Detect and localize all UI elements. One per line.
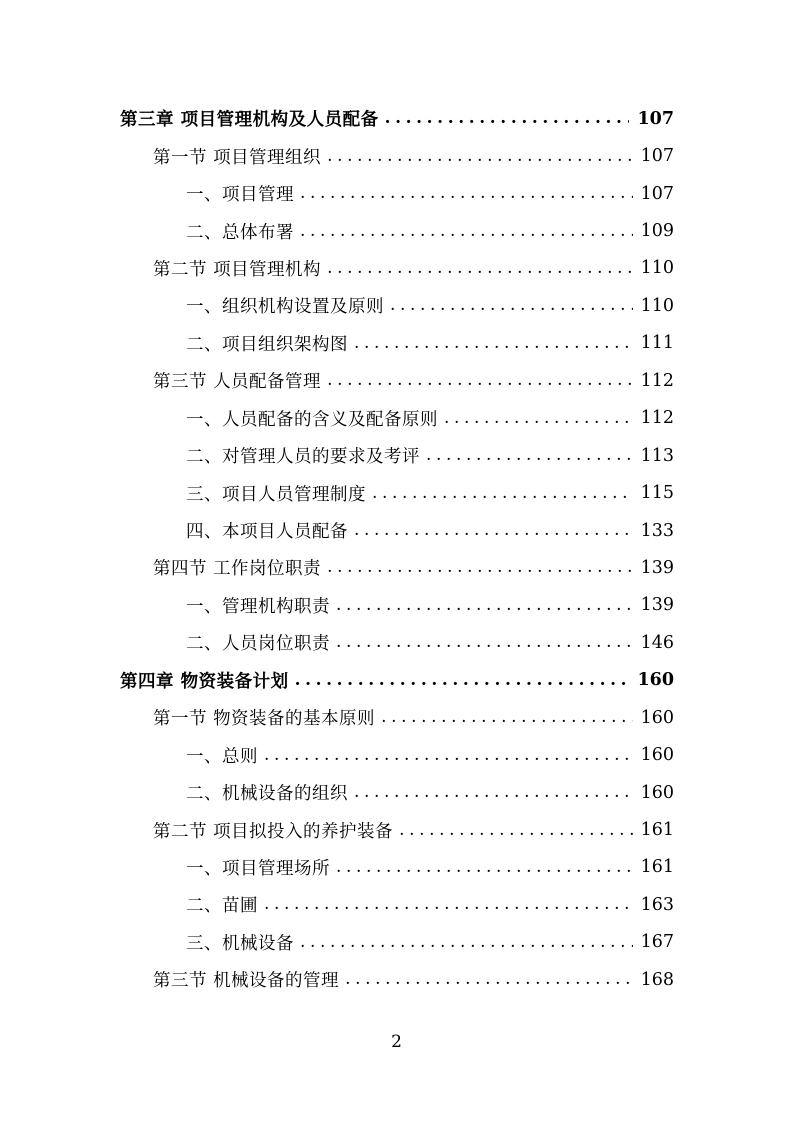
toc-entry-title: 二、苗圃 <box>186 896 258 917</box>
toc-entry-page-number: 115 <box>640 483 674 504</box>
toc-dot-leader <box>372 485 633 502</box>
toc-entry-title: 第二节 项目管理机构 <box>153 259 322 280</box>
toc-entry-title: 一、组织机构设置及原则 <box>186 297 384 318</box>
toc-subsection-entry[interactable] <box>0 325 793 362</box>
toc-entry-page-number: 139 <box>640 595 674 616</box>
toc-dot-leader <box>327 148 633 165</box>
toc-entry-page-number: 160 <box>640 707 674 728</box>
toc-subsection-entry[interactable] <box>0 474 793 511</box>
toc-subsection-entry[interactable] <box>0 512 793 549</box>
toc-section-entry[interactable] <box>0 699 793 736</box>
toc-dot-leader <box>390 297 633 314</box>
toc-entry-page-number: 167 <box>640 932 674 953</box>
toc-dot-leader <box>354 335 633 352</box>
toc-dot-leader <box>399 822 633 839</box>
toc-dot-leader <box>327 559 633 576</box>
toc-dot-leader <box>426 447 633 464</box>
toc-entry-title: 二、人员岗位职责 <box>186 634 330 655</box>
toc-subsection-entry[interactable] <box>0 400 793 437</box>
toc-entry-title: 一、项目管理场所 <box>186 858 330 879</box>
toc-entry-page-number: 107 <box>640 146 674 167</box>
toc-entry-title: 第二节 项目拟投入的养护装备 <box>153 821 394 842</box>
toc-dot-leader <box>327 260 633 277</box>
toc-section-entry[interactable] <box>0 137 793 174</box>
page-number: 2 <box>391 1032 402 1052</box>
toc-dot-leader <box>354 522 633 539</box>
toc-entry-page-number: 160 <box>640 782 674 803</box>
toc-entry-title: 第三节 机械设备的管理 <box>153 971 340 992</box>
toc-entry-page-number: 133 <box>640 520 674 541</box>
toc-chapter-entry[interactable] <box>0 100 793 137</box>
toc-entry-page-number: 146 <box>640 632 674 653</box>
toc-subsection-entry[interactable] <box>0 736 793 773</box>
toc-subsection-entry[interactable] <box>0 587 793 624</box>
toc-entry-page-number: 168 <box>640 969 674 990</box>
toc-dot-leader <box>336 597 633 614</box>
toc-dot-leader <box>300 185 633 202</box>
toc-entry-page-number: 161 <box>640 857 674 878</box>
toc-entry-page-number: 107 <box>637 108 674 129</box>
toc-dot-leader <box>354 784 633 801</box>
toc-entry-page-number: 107 <box>640 183 674 204</box>
toc-entry-title: 二、项目组织架构图 <box>186 334 348 355</box>
toc-entry-page-number: 112 <box>640 370 674 391</box>
toc-entry-title: 一、项目管理 <box>186 185 294 206</box>
toc-entry-title: 四、本项目人员配备 <box>186 522 348 543</box>
toc-subsection-entry[interactable] <box>0 175 793 212</box>
toc-section-entry[interactable] <box>0 811 793 848</box>
toc-entry-title: 第一节 项目管理组织 <box>153 147 322 168</box>
toc-dot-leader <box>300 934 633 951</box>
toc-entry-page-number: 111 <box>640 333 674 354</box>
toc-dot-leader <box>264 747 633 764</box>
toc-entry-page-number: 109 <box>640 221 674 242</box>
toc-entry-title: 一、管理机构职责 <box>186 596 330 617</box>
toc-subsection-entry[interactable] <box>0 287 793 324</box>
toc-entry-title: 第一节 物资装备的基本原则 <box>153 709 376 730</box>
toc-entry-title: 二、机械设备的组织 <box>186 784 348 805</box>
toc-dot-leader <box>345 971 633 988</box>
toc-entry-title: 一、人员配备的含义及配备原则 <box>186 409 438 430</box>
toc-dot-leader <box>336 634 633 651</box>
toc-subsection-entry[interactable] <box>0 624 793 661</box>
toc-dot-leader <box>444 410 633 427</box>
toc-dot-leader <box>336 859 633 876</box>
toc-entry-title: 二、对管理人员的要求及考评 <box>186 447 420 468</box>
toc-subsection-entry[interactable] <box>0 437 793 474</box>
toc-subsection-entry[interactable] <box>0 886 793 923</box>
toc-entry-page-number: 139 <box>640 557 674 578</box>
toc-dot-leader <box>295 672 630 689</box>
toc-dot-leader <box>300 223 633 240</box>
toc-chapter-entry[interactable] <box>0 662 793 699</box>
toc-dot-leader <box>385 110 630 127</box>
toc-dot-leader <box>264 896 633 913</box>
toc-entry-page-number: 163 <box>640 894 674 915</box>
toc-entry-title: 一、总则 <box>186 746 258 767</box>
toc-entry-page-number: 160 <box>640 745 674 766</box>
toc-entry-page-number: 112 <box>640 408 674 429</box>
toc-entry-page-number: 110 <box>640 258 674 279</box>
toc-entry-page-number: 161 <box>640 820 674 841</box>
toc-section-entry[interactable] <box>0 961 793 998</box>
toc-subsection-entry[interactable] <box>0 212 793 249</box>
toc-entry-title: 第四章 物资装备计划 <box>120 671 289 692</box>
toc-entry-page-number: 113 <box>640 445 674 466</box>
toc-entry-title: 三、项目人员管理制度 <box>186 484 366 505</box>
toc-entry-title: 第三节 人员配备管理 <box>153 372 322 393</box>
toc-entry-page-number: 160 <box>637 670 674 691</box>
toc-dot-leader <box>327 372 633 389</box>
toc-subsection-entry[interactable] <box>0 849 793 886</box>
toc-entry-page-number: 110 <box>640 295 674 316</box>
toc-section-entry[interactable] <box>0 549 793 586</box>
toc-entry-title: 第四节 工作岗位职责 <box>153 559 322 580</box>
toc-subsection-entry[interactable] <box>0 774 793 811</box>
toc-dot-leader <box>381 709 633 726</box>
toc-entry-title: 三、机械设备 <box>186 933 294 954</box>
toc-section-entry[interactable] <box>0 250 793 287</box>
toc-entry-title: 第三章 项目管理机构及人员配备 <box>120 110 379 131</box>
table-of-contents <box>0 100 793 999</box>
toc-section-entry[interactable] <box>0 362 793 399</box>
toc-subsection-entry[interactable] <box>0 924 793 961</box>
toc-entry-title: 二、总体布署 <box>186 222 294 243</box>
